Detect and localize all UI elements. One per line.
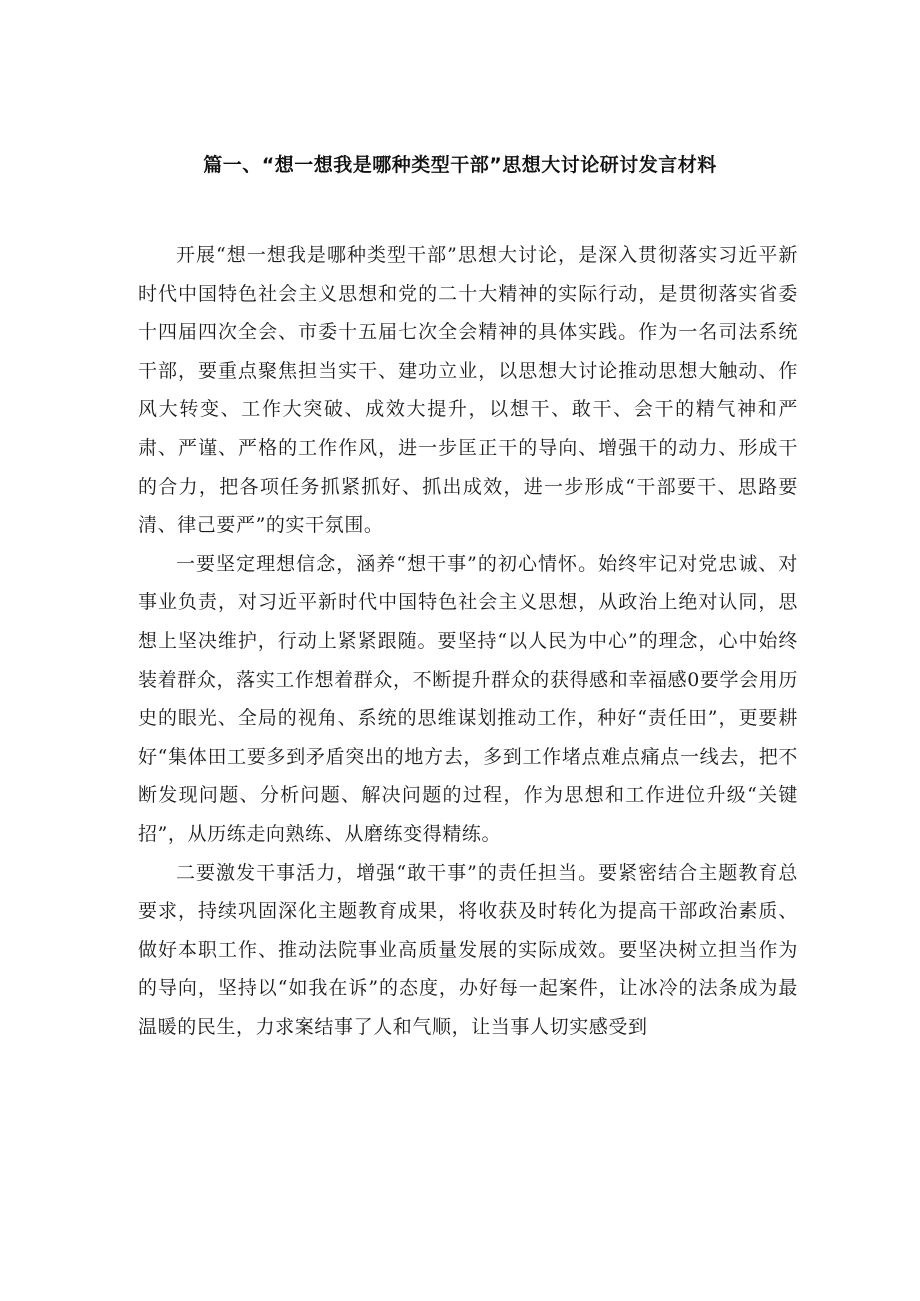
- paragraph-intro: 开展“想一想我是哪种类型干部”思想大讨论，是深入贯彻落实习近平新时代中国特色社会主义思想和党的二十大精神的实际行动，是贯彻落实省委十四届四次全会、市委十五届七次全会精神的具体实践。作为一名司法系统干部，要重点聚焦担当实干、建功立业，以思想大讨论推动思想大触动、作风大转变、工作大突破、成效大提升，以想干、敢干、会干的精气神和严肃、严谨、严格的工作作风，进一步匡正干的导向、增强干的动力、形成干的合力，把各项任务抓紧抓好、抓出成效，进一步形成“干部要干、思路要清、律己要严”的实干氛围。: [138, 244, 798, 537]
- document-body: [138, 236, 798, 1046]
- document-title: 篇一、“想一想我是哪种类型干部”思想大讨论研讨发言材料: [203, 154, 717, 176]
- paragraph-point-one: 一要坚定理想信念，涵养“想干事”的初心情怀。始终牢记对党忠诚、对事业负责，对习近平新时代中国特色社会主义思想，从政治上绝对认同，思想上坚决维护，行动上紧紧跟随。要坚持“以人民为中心”的理念，心中始终装着群众，落实工作想着群众，不断提升群众的获得感和幸福感0要学会用历史的眼光、全局的视角、系统的思维谋划推动工作，种好“责任田”，更要耕好“集体田工要多到矛盾突出的地方去，多到工作堵点难点痛点一线去，把不断发现问题、分析问题、解决问题的过程，作为思想和工作进位升级“关键招”，从历练走向熟练、从磨练变得精练。: [138, 552, 798, 845]
- paragraph-point-two: 二要激发干事活力，增强“敢干事”的责任担当。要紧密结合主题教育总要求，持续巩固深化主题教育成果，将收获及时转化为提高干部政治素质、做好本职工作、推动法院事业高质量发展的实际成效。要坚决树立担当作为的导向，坚持以“如我在诉”的态度，办好每一起案件，让冰冷的法条成为最温暖的民生，力求案结事了人和气顺，让当事人切实感受到: [138, 861, 798, 1038]
